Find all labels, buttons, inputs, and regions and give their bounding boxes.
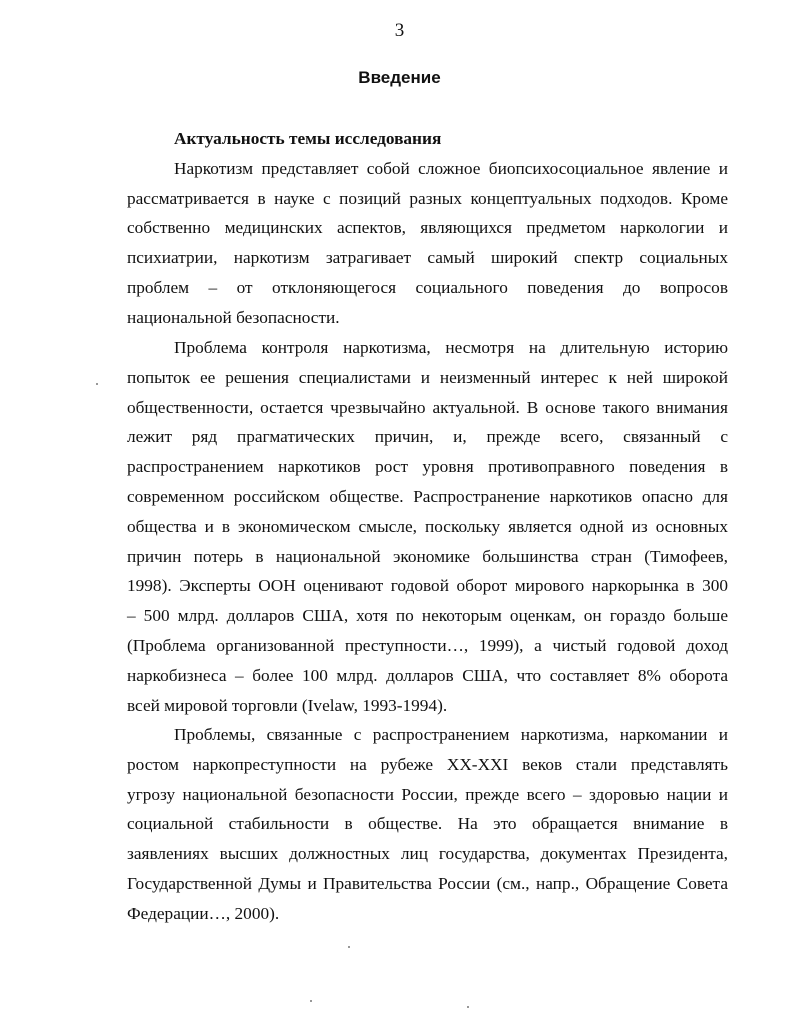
text-line: национальной безопасности.: [127, 307, 340, 327]
text-line: Проблемы, связанные с распространением наркотизма, наркомании и: [174, 725, 728, 744]
text-line: распространением наркотиков рост уровня противоправного поведения в: [127, 457, 728, 477]
text-line: заявлениях высших должностных лиц государства, документах Президента,: [127, 844, 728, 864]
text-line: 1998). Эксперты ООН оценивают годовой оборот мирового наркорынка в 300: [127, 576, 728, 596]
text-line: общества и в экономическом смысле, поскольку является одной из основных: [127, 516, 728, 536]
text-line: Государственной Думы и Правительства России (см., напр., Обращение Совета: [127, 873, 728, 893]
text-line: Наркотизм представляет собой сложное биопсихосоциальное явление и: [174, 158, 728, 178]
page-title: Введение: [358, 68, 441, 87]
text-line: наркобизнеса – более 100 млрд. долларов США, что составляет 8% оборота: [127, 665, 728, 685]
text-line: социальной стабильности в обществе. На это обращается внимание в: [127, 814, 728, 834]
text-line: (Проблема организованной преступности…, 1999), а чистый годовой доход: [127, 635, 728, 655]
text-line: лежит ряд прагматических причин, и, прежде всего, связанный с: [127, 427, 728, 447]
text-line: – 500 млрд. долларов США, хотя по некоторым оценкам, он гораздо больше: [127, 606, 728, 626]
text-line: Федерации…, 2000).: [127, 903, 280, 923]
scan-speck: [310, 1000, 312, 1002]
scan-speck: [467, 1006, 469, 1008]
page-number: 3: [394, 20, 405, 41]
text-line: проблем – от отклоняющегося социального поведения до вопросов: [127, 277, 728, 297]
text-line: общественности, остается чрезвычайно актуальной. В основе такого внимания: [127, 397, 728, 417]
paragraph-2: [127, 333, 728, 720]
text-line: современном российском обществе. Распространение наркотиков опасно для: [127, 486, 728, 506]
text-line: психиатрии, наркотизм затрагивает самый широкий спектр социальных: [127, 248, 728, 268]
text-line: всей мировой торговли (Ivelaw, 1993-1994).: [127, 695, 448, 715]
text-line: причин потерь в национальной экономике большинства стран (Тимофеев,: [127, 546, 728, 566]
scan-speck: [96, 383, 98, 385]
paragraph-3: [127, 720, 728, 929]
text-line: угрозу национальной безопасности России, прежде всего – здоровью нации и: [127, 784, 728, 804]
paragraph-1: [127, 124, 728, 333]
text-line: собственно медицинских аспектов, являющихся предметом наркологии и: [127, 218, 728, 238]
text-line: Проблема контроля наркотизма, несмотря на длительную историю: [174, 338, 728, 357]
text-line: ростом наркопреступности на рубеже XX-XXI веков стали представлять: [127, 754, 728, 774]
scan-speck: [348, 946, 350, 948]
section-heading: Актуальность темы исследования: [174, 129, 442, 148]
text-line: попыток ее решения специалистами и неизменный интерес к ней широкой: [127, 367, 728, 387]
text-line: рассматривается в науке с позиций разных концептуальных подходов. Кроме: [127, 188, 728, 208]
